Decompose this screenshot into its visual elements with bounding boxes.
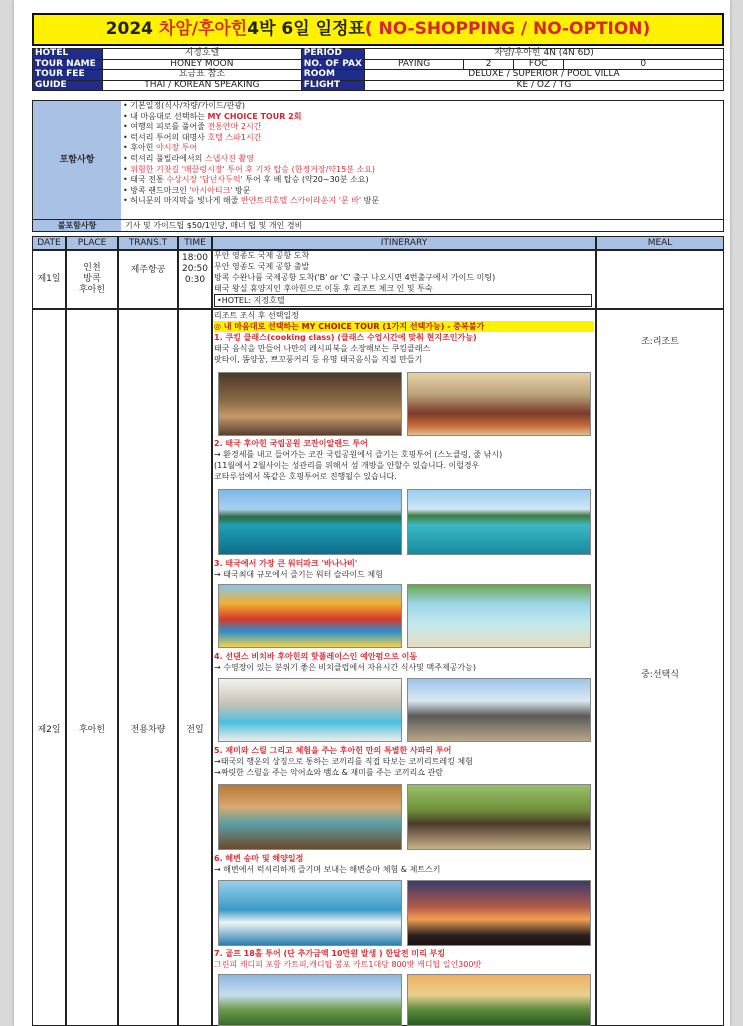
day1-transport: 제주항공: [118, 250, 178, 309]
photo-golf-course-1: [218, 974, 402, 1026]
day2-intro: 리조트 조식 후 선택일정 ◎ 내 마음대로 선택하는 MY CHOICE TOUR (1가지 선택가능) - 중복불가 1. 쿠킹 클래스(cooking class) (클래스 수업시간에 맞춰 현지조인가능) 태국 음식을 만들어 나만의 레시피북을 소장해보는 쿠킹클래스 팟타이, 똠양꿍, 쁘꼬풍커리 등 유명 태국음식을 직접 만들기: [214, 310, 594, 365]
paying-label: PAYING: [364, 59, 463, 70]
inclusion-item: • 럭셔리 풀빌라에서의 스냅사진 촬영: [123, 153, 254, 163]
inclusion-item: • 후아힌 야시장 투어: [123, 143, 198, 153]
day1-times: 18:00 20:50 0:30: [178, 250, 212, 309]
photo-cooking-class-market: [218, 372, 402, 436]
inclusion-item: • 내 마음대로 선택하는 MY CHOICE TOUR 2회: [123, 111, 302, 121]
hotel-value: 지정호텔: [102, 49, 301, 60]
inclusion-item: • 허니문의 마지막을 빛나게 해줄 반얀트리호텔 스카이라운지 '문 바' 방문: [123, 196, 380, 206]
tour-fee-value: 요금표 참조: [102, 70, 301, 81]
meal-breakfast: 조:리조트: [641, 337, 679, 347]
inclusions-label: 포함사항: [33, 101, 121, 219]
option-3: 3. 태국에서 가장 큰 워터파크 '바나나비' → 태국최대 규모에서 즐기는 워터 슬라이드 체험: [214, 558, 594, 580]
meal-lunch: 중:선택식: [641, 670, 679, 680]
room-value: DELUXE / SUPERIOR / POOL VILLA: [364, 70, 723, 81]
foc-label: FOC: [513, 59, 563, 70]
day1-place: 인천 방콕 후아힌: [66, 250, 118, 309]
guide-value: THAI / KOREAN SPEAKING: [102, 80, 301, 91]
option-2: 2. 태국 후아힌 국립공원 코잔이알랜드 투어 → 환경세를 내고 들어가는 코잔 국립공원에서 즐기는 호핑투어 (스노클링, 줄 낚시) (11월에서 2월사이는 성관리를 위해서 섬 개방을 안할수 있습니다. 이럴경우 코타루섬에서 똑같은 호핑투어로 진행될수 있습니다.: [214, 438, 594, 482]
exclusions-label: 불포함사항: [33, 220, 121, 231]
header-trans: TRANS.T: [118, 236, 178, 250]
pax-label: NO. OF PAX: [301, 59, 364, 70]
choice-tour-banner: ◎ 내 마음대로 선택하는 MY CHOICE TOUR (1가지 선택가능) - 중복불가: [214, 321, 594, 332]
inclusions-box: [32, 100, 724, 220]
flight-value: KE / OZ / TG: [364, 80, 723, 91]
option-6: 6. 해변 승마 및 해양일정 → 해변에서 럭셔리하게 즐기며 보내는 해변승마 체험 & 제트스키: [214, 853, 594, 875]
header-meal: MEAL: [596, 236, 724, 250]
period-value: 차암/후아힌 4N (4N 6D): [364, 49, 723, 60]
itinerary-page: [14, 0, 730, 1026]
exclusions-value: 기사 및 가이드팁 $50/1인당, 매너 팁 및 개인 경비: [125, 221, 303, 230]
day1-date: 제1일: [32, 250, 66, 309]
exclusions-box: [32, 220, 724, 232]
foc-value: 0: [563, 59, 723, 70]
photo-waterpark-slides: [218, 584, 402, 648]
tour-name-value: HONEY MOON: [102, 59, 301, 70]
photo-beach-club-lounge: [407, 678, 591, 742]
option-7: 7. 골프 18홀 투어 (단 추가금액 10만원 발생 ) 한달전 미리 부킹 그린피 캐디피 포함 카트피,캐디팁 불포 카트1대당 800밧 캐디팁 일인300밧: [214, 948, 594, 970]
option-2-title: 2. 태국 후아힌 국립공원 코잔이알랜드 투어: [214, 439, 368, 448]
option-1-title: 1. 쿠킹 클래스(cooking class) (클래스 수업시간에 맞춰 현지조인가능): [214, 333, 477, 342]
day1-meal-cell: [596, 250, 724, 309]
header-time: TIME: [178, 236, 212, 250]
header-place: PLACE: [66, 236, 118, 250]
header-itinerary: ITINERARY: [212, 236, 596, 250]
day2-time: 전일: [178, 309, 212, 1026]
tour-name-label: TOUR NAME: [33, 59, 103, 70]
title-no-shopping: ( NO-SHOPPING / NO-OPTION): [364, 19, 651, 39]
title-year: 2024: [105, 19, 159, 39]
option-3-title: 3. 태국에서 가장 큰 워터파크 '바나나비': [214, 559, 358, 568]
photo-koh-island-1: [218, 489, 402, 555]
title-duration: 4박 6일 일정표: [247, 19, 365, 39]
inclusion-item: • 방콕 랜드마크인 '아시아티크' 방문: [123, 185, 251, 195]
option-7-title: 7. 골프 18홀 투어 (단 추가금액 10만원 발생 ) 한달전 미리 부킹: [214, 949, 446, 958]
header-date: DATE: [32, 236, 66, 250]
tour-info-table: [32, 48, 724, 91]
day2-transport: 전용차량: [118, 309, 178, 1026]
paying-value: 2: [464, 59, 514, 70]
photo-waterpark-pool: [407, 584, 591, 648]
photo-beach-horse-riding: [407, 880, 591, 946]
room-label: ROOM: [301, 70, 364, 81]
photo-beach-club-pool: [218, 678, 402, 742]
option-5: 5. 재미와 스릴 그리고 체험을 주는 후아힌 만의 특별한 사파리 투어 →태국의 행운의 상징으로 통하는 코끼리를 직접 타보는 코끼리트레킹 체험 →짜릿한 스릴을 주는 악어쇼와 뱀쇼 & 재미를 주는 코끼리쇼 관람: [214, 745, 594, 778]
inclusions-list: [123, 101, 721, 207]
day2-place: 후아힌: [66, 309, 118, 1026]
inclusion-item: • 여행의 피로를 풀어줄 전통안마 2시간: [123, 122, 262, 132]
inclusion-item: • 럭셔리 투어의 대명사 호텔 스파1시간: [123, 132, 262, 142]
day1-itinerary: 무안 영종도 국제 공항 도착 무안 영종도 국제 공항 출발 방콕 수완나품 국제공항 도착('B' or 'C' 출구 나오시면 4번출구에서 가이드 미팅) 태국 왕실 휴양지인 후아힌으로 이동 후 리조트 체크 인 및 투숙 •HOTEL: 지정호텔: [214, 250, 594, 307]
tour-fee-label: TOUR FEE: [33, 70, 103, 81]
photo-safari-building: [218, 784, 402, 850]
day2-date: 제2일: [32, 309, 66, 1026]
option-5-title: 5. 재미와 스릴 그리고 체험을 주는 후아힌 만의 특별한 사파리 투어: [214, 746, 452, 755]
option-6-title: 6. 해변 승마 및 해양일정: [214, 854, 304, 863]
period-label: PERIOD: [301, 49, 364, 60]
inclusion-item: • 기본일정(식사/차량/가이드/관광): [123, 101, 246, 110]
option-4-title: 4. 선댄스 비치바 후아힌의 핫플레이스인 예안펌으로 이동: [214, 652, 418, 661]
guide-label: GUIDE: [33, 80, 103, 91]
photo-jet-ski: [218, 880, 402, 946]
title-destination: 차암/후아힌: [158, 19, 248, 39]
day2-meal-cell: [596, 309, 724, 1026]
photo-golf-course-2: [407, 974, 591, 1026]
photo-cooking-class-kitchen: [407, 372, 591, 436]
hotel-label: HOTEL: [33, 49, 103, 60]
page-title: [32, 13, 724, 46]
photo-koh-island-2: [407, 489, 591, 555]
inclusion-item: • 태국 전통 수상시장 '담넌사두억' 투어 후 배 탑승 (약20~30분 소요): [123, 175, 369, 185]
inclusion-item: • 위험한 기찻길 '매끌렁시장' 투어 후 기차 탑승 (한정거장/약15분 소요): [123, 164, 376, 174]
photo-elephant-trekking: [407, 784, 591, 850]
option-4: 4. 선댄스 비치바 후아힌의 핫플레이스인 예안펌으로 이동 → 수영장이 있는 분위기 좋은 비치클럽에서 자유시간 식사및 맥주제공가능): [214, 651, 594, 673]
flight-label: FLIGHT: [301, 80, 364, 91]
